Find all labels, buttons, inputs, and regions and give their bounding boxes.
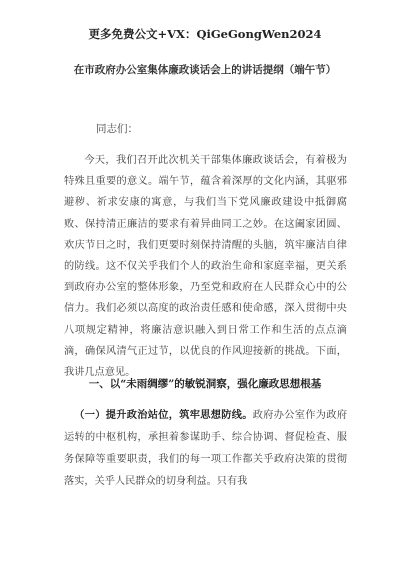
subsection-paragraph-1 <box>64 404 347 493</box>
subsection-lead-1: （一）提升政治站位，筑牢思想防线。 <box>74 409 253 421</box>
subsection-text-1: 政府办公室作为政府运转的中枢机构，承担着参谋助手、综合协调、督促检查、服务保障等重要职责，我们的每一项工作都关乎政府决策的贯彻落实，关乎人民群众的切身利益。只有我 <box>64 410 348 487</box>
section-heading-1: 一、以“未雨绸缪”的敏锐洞察，强化廉政思想根基 <box>88 378 322 390</box>
document-title: 在市政府办公室集体廉政谈话会上的讲话提纲（端午节） <box>73 64 337 76</box>
salutation: 同志们： <box>96 123 138 135</box>
promo-banner: 更多免费公文+VX：QiGeGongWen2024 <box>88 27 322 41</box>
intro-paragraph: 今天，我们召开此次机关干部集体廉政谈话会，有着极为特殊且重要的意义。端午节，蕴含着深厚的文化内涵，其驱邪避秽、祈求安康的寓意，与我们当下党风廉政建设中抵御腐败、保持清正廉洁的要求有着异曲同工之妙。在这阖家团圆、欢庆节日之时，我们更要时刻保持清醒的头脑，筑牢廉洁自律的防线。这不仅关乎我们个人的政治生命和家庭幸福，更关系到政府办公室的整体形象，乃至党和政府在人民群众心中的公信力。我们必须以高度的政治责任感和使命感，深入贯彻中央八项规定精神，将廉洁意识融入到日常工作和生活的点点滴滴，确保风清气正过节，以优良的作风迎接新的挑战。下面，我讲几点意见。 <box>64 155 347 379</box>
